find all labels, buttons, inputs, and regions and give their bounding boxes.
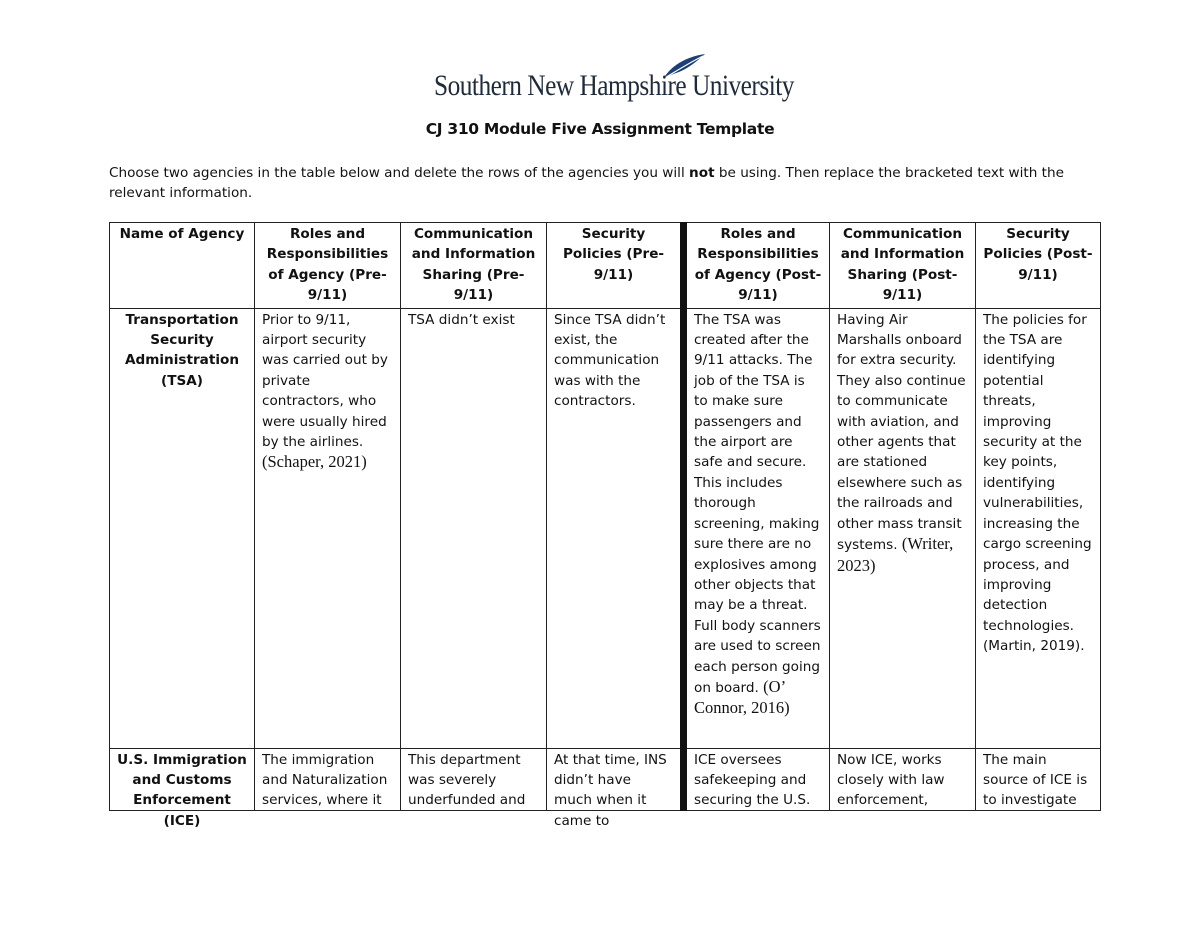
roles-post-cell [684,308,830,748]
communication-pre-cell [401,748,547,810]
policies-pre-text: At that time, INS didn’t have much when it came to [554,751,667,829]
agency-name-cell: Transportation Security Administration (TSA) [110,308,255,748]
roles-post-text: The TSA was created after the 9/11 attacks. The job of the TSA is to make sure passengers and the airport are safe and secure. This includes thorough screening, making sure there are no explosives among other objects that may be a threat. Full body scanners are used to screen each person going on board. [694,311,821,696]
table-header-row [110,223,1101,309]
roles-pre-cell [255,748,401,810]
agency-name-text: U.S. Immigration and Customs Enforcement (ICE) [117,751,247,829]
university-logo [434,52,794,106]
policies-pre-cell: Since TSA didn’t exist, the communication was with the contractors. [547,308,684,748]
policies-post-cell [976,748,1101,810]
policies-post-cell: The policies for the TSA are identifying potential threats, improving security at the key points, identifying vulnerabilities, increasing the cargo screening process, and improving detection technologies. (Martin, 2019). [976,308,1101,748]
header-roles-post: Roles and Responsibilities of Agency (Post-9/11) [684,223,830,309]
roles-pre-cell [255,308,401,748]
table-row [110,308,1101,748]
document-title: CJ 310 Module Five Assignment Template [425,120,775,138]
instructions-text-end: be using. Then replace the bracketed text with the relevant information. [109,165,1064,201]
header-communication-post: Communication and Information Sharing (Post-9/11) [830,223,976,309]
header-roles-pre: Roles and Responsibilities of Agency (Pre-9/11) [255,223,401,309]
instructions-text-start: Choose two agencies in the table below and delete the rows of the agencies you will [109,165,690,181]
header-policies-post: Security Policies (Post-9/11) [976,223,1101,309]
roles-post-cell [684,748,830,810]
logo-text: Southern New Hampshire University [434,70,794,102]
instructions-bold-word: not [689,165,715,181]
communication-pre-text: This department was severely underfunded and [408,751,526,809]
communication-post-citation: (Writer, 2023) [837,534,954,575]
header-communication-pre: Communication and Information Sharing (Pre-9/11) [401,223,547,309]
header-policies-pre: Security Policies (Pre-9/11) [547,223,684,309]
header-name-of-agency: Name of Agency [110,223,255,309]
communication-post-text: Having Air Marshalls onboard for extra security. They also continue to communicate with aviation, and other agents that are stationed elsewhere such as the railroads and other mass transit systems. [837,311,966,554]
communication-post-text: Now ICE, works closely with law enforcement, [837,751,945,809]
instructions-paragraph [109,163,1099,203]
communication-post-cell [830,308,976,748]
policies-pre-cell [547,748,684,829]
agency-name-cell [110,748,255,829]
roles-post-citation: (O’ Connor, 2016) [694,676,790,718]
roles-pre-text: Prior to 9/11, airport security was carried out by private contractors, who were usually hired by the airlines. [262,311,388,451]
table-row [110,748,1101,810]
roles-post-text: ICE oversees safekeeping and securing the U.S. [694,751,811,809]
communication-pre-cell: TSA didn’t exist [401,308,547,748]
agency-table [109,222,1101,829]
roles-pre-text: The immigration and Naturalization services, where it [262,751,388,809]
roles-pre-citation: (Schaper, 2021) [262,452,367,472]
policies-post-text: The main source of ICE is to investigate [983,751,1088,809]
communication-post-cell [830,748,976,810]
